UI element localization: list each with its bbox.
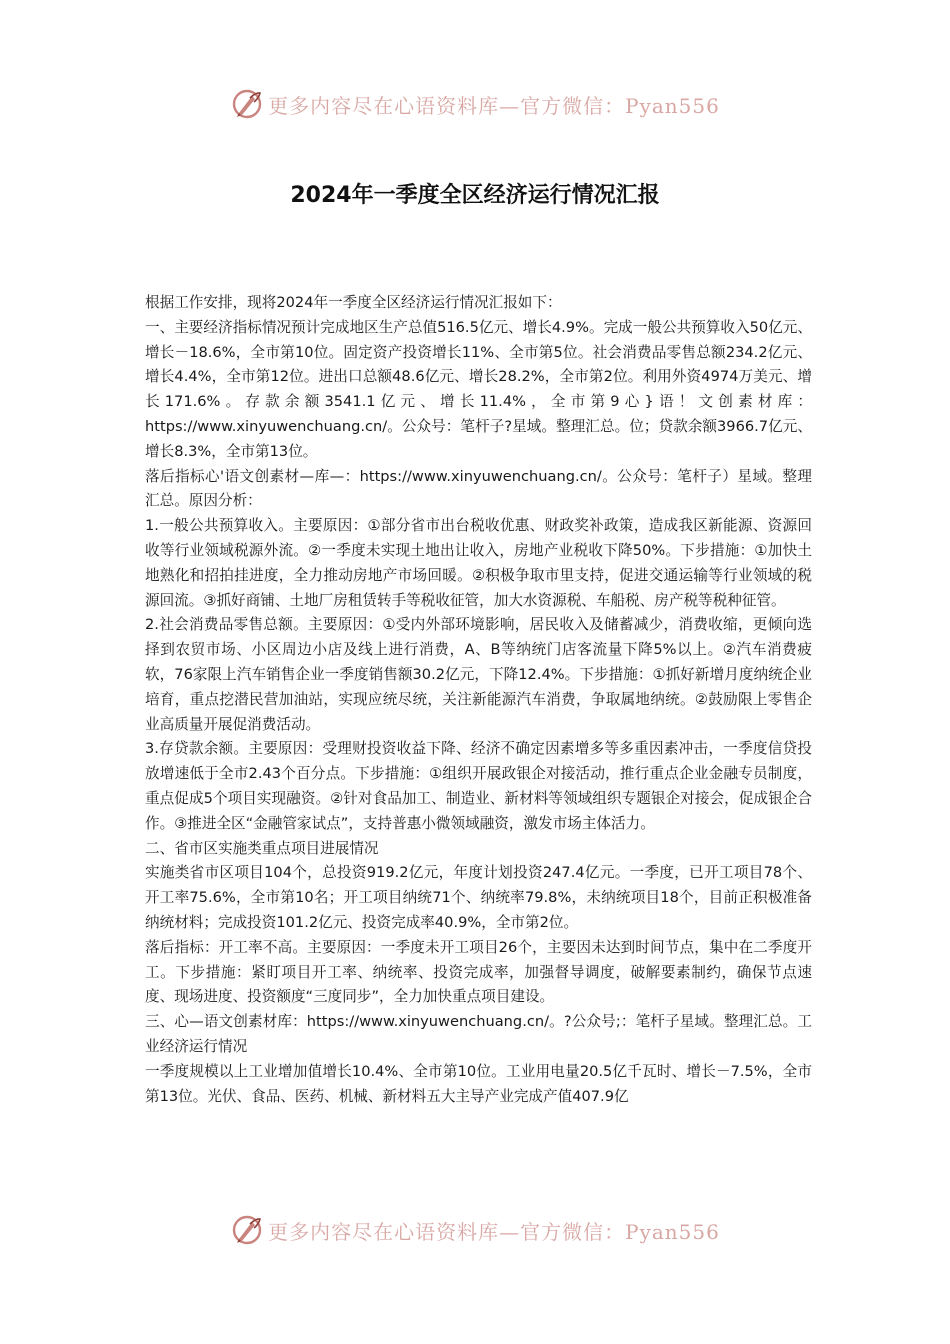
- paragraph-deposits-loans: 3.存贷款余额。主要原因：受理财投资收益下降、经济不确定因素增多等多重因素冲击，一季度信贷投放增速低于全市2.43个百分点。下步措施：①组织开展政银企对接活动，推行重点企业金融专员制度，重点促成5个项目实现融资。②针对食品加工、制造业、新材料等领域组织专题银企对接会，促成银企合作。③推进全区“金融管家试点”，支持普惠小微领域融资，激发市场主体活力。: [145, 740, 812, 832]
- document-body: [145, 291, 812, 1109]
- header-watermark-banner: [0, 82, 950, 126]
- watermark-text: 更多内容尽在心语资料库—官方微信：Pyan556: [268, 93, 720, 118]
- paragraph-projects-lagging: 落后指标：开工率不高。主要原因：一季度未开工项目26个，主要因未达到时间节点，集中在二季度开工。下步措施：紧盯项目开工率、纳统率、投资完成率，加强督导调度，破解要素制约，确保节点速度、现场进度、投资额度“三度同步”，全力加快重点项目建设。: [145, 938, 812, 1006]
- watermark-text: 更多内容尽在心语资料库—官方微信：Pyan556: [268, 1219, 720, 1244]
- paragraph-section-one-indicators: 一、主要经济指标情况预计完成地区生产总值516.5亿元、增长4.9%。完成一般公共预算收入50亿元、增长－18.6%，全市第10位。固定资产投资增长11%、全市第5位。社会消费品零售总额234.2亿元、增长4.4%，全市第12位。进出口总额48.6亿元、增长28.2%，全市第2位。利用外资4974万美元、增长171.6%。存款余额3541.1亿元、增长11.4%，全市第9心}语！文创素材库：https://www.xinyuwenchuang.cn/。公众号：笔杆子?星域。整理汇总。位；贷款余额3966.7亿元、增长8.3%，全市第13位。: [145, 318, 812, 460]
- paragraph-projects: 实施类省市区项目104个，总投资919.2亿元，年度计划投资247.4亿元。一季度，已开工项目78个、开工率75.6%，全市第10名；开工项目纳统71个、纳统率79.8%，未纳统项目18个，目前正积极准备纳统材料；完成投资101.2亿元、投资完成率40.9%，全市第2位。: [145, 864, 812, 931]
- paragraph-retail-sales: 2.社会消费品零售总额。主要原因：①受内外部环境影响，居民收入及储蓄减少，消费收缩，更倾向选择到农贸市场、小区周边小店及线上进行消费，A、B等纳统门店客流量下降5%以上。②汽车消费疲软，76家限上汽车销售企业一季度销售额30.2亿元，下降12.4%。下步措施：①抓好新增月度纳统企业培育，重点挖潜民营加油站，实现应统尽统，关注新能源汽车消费，争取属地纳统。②鼓励限上零售企业高质量开展促消费活动。: [145, 616, 812, 733]
- quill-pen-icon: [230, 1213, 264, 1247]
- quill-pen-icon: [230, 87, 264, 121]
- paragraph-intro: 根据工作安排，现将2024年一季度全区经济运行情况汇报如下：: [145, 294, 562, 311]
- paragraph-industry: 一季度规模以上工业增加值增长10.4%、全市第10位。工业用电量20.5亿千瓦时、增长－7.5%，全市第13位。光伏、食品、医药、机械、新材料五大主导产业完成产值407.9亿: [145, 1062, 812, 1105]
- document-title: 2024年一季度全区经济运行情况汇报: [290, 183, 660, 208]
- paragraph-lagging-indicators: 落后指标心'语文创素材—库—：https://www.xinyuwenchuang.cn/。公众号：笔杆子）星域。整理汇总。原因分析：: [145, 467, 812, 510]
- heading-section-two: 二、省市区实施类重点项目进展情况: [145, 839, 379, 857]
- heading-section-three: 三、心—语文创素材库：https://www.xinyuwenchuang.cn/。?公众号;：笔杆子星域。整理汇总。工业经济运行情况: [145, 1013, 812, 1055]
- footer-watermark-banner: [0, 1208, 950, 1252]
- paragraph-public-budget: 1.一般公共预算收入。主要原因：①部分省市出台税收优惠、财政奖补政策，造成我区新能源、资源回收等行业领域税源外流。②一季度未实现土地出让收入，房地产业税收下降50%。下步措施：①加快土地熟化和招拍挂进度，全力推动房地产市场回暖。②积极争取市里支持，促进交通运输等行业领域的税源回流。③抓好商铺、土地厂房租赁转手等税收征管，加大水资源税、车船税、房产税等税种征管。: [145, 517, 812, 609]
